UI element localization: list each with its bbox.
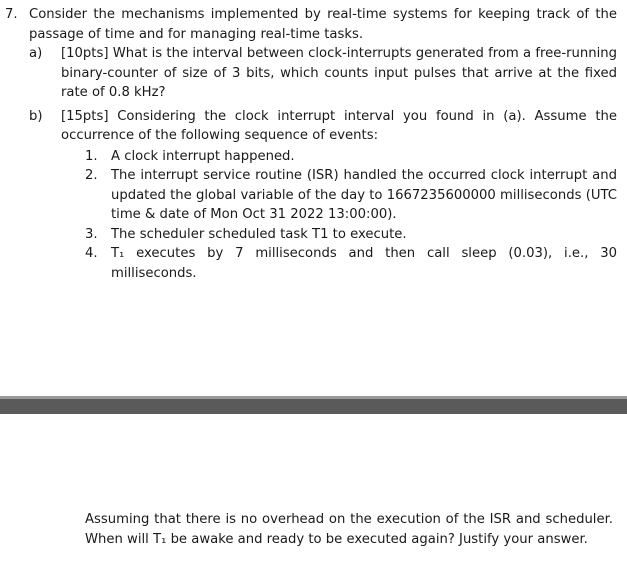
event-number: 4. [85,246,98,261]
event-text: The interrupt service routine (ISR) handled the occurred clock interrupt and updated the global variable of the day to 1667235600000 milliseconds (UTC time & date of Mon Oct 31 2022 13:00:00). [111,168,617,222]
part-a-text: [10pts] What is the interval between clock-interrupts generated from a free-running binary-counter of size of 3 bits, which counts input pulses that arrive at the fixed rate of 0.8 kHz? [61,46,617,100]
event-number: 2. [85,168,98,183]
question-number: 7. [5,7,18,22]
part-a-label: a) [29,46,43,61]
part-b [29,107,617,146]
question-text: Consider the mechanisms implemented by real-time systems for keeping track of the passage of time and for managing real-time tasks. [29,7,617,42]
question-header [5,5,617,44]
event-number: 1. [85,148,98,164]
list-item [85,166,617,225]
closing-question: Assuming that there is no overhead on the execution of the ISR and scheduler. When will T₁ be awake and ready to be executed again? Justify your answer. [85,512,613,547]
part-b-text: [15pts] Considering the clock interrupt interval you found in (a). Assume the occurrence of the following sequence of events: [61,108,617,143]
event-number: 3. [85,226,98,242]
list-item [85,147,617,167]
part-b-label: b) [29,108,43,124]
list-item [85,225,617,245]
event-list [85,147,617,284]
event-text: A clock interrupt happened. [111,148,295,164]
question-7 [5,5,617,283]
event-text: T₁ executes by 7 milliseconds and then call sleep (0.03), i.e., 30 milliseconds. [111,246,617,281]
part-a [29,44,617,103]
list-item [85,244,617,283]
question-parts [29,44,617,283]
page-break-divider [0,399,627,414]
event-text: The scheduler scheduled task T1 to execute. [111,226,407,242]
